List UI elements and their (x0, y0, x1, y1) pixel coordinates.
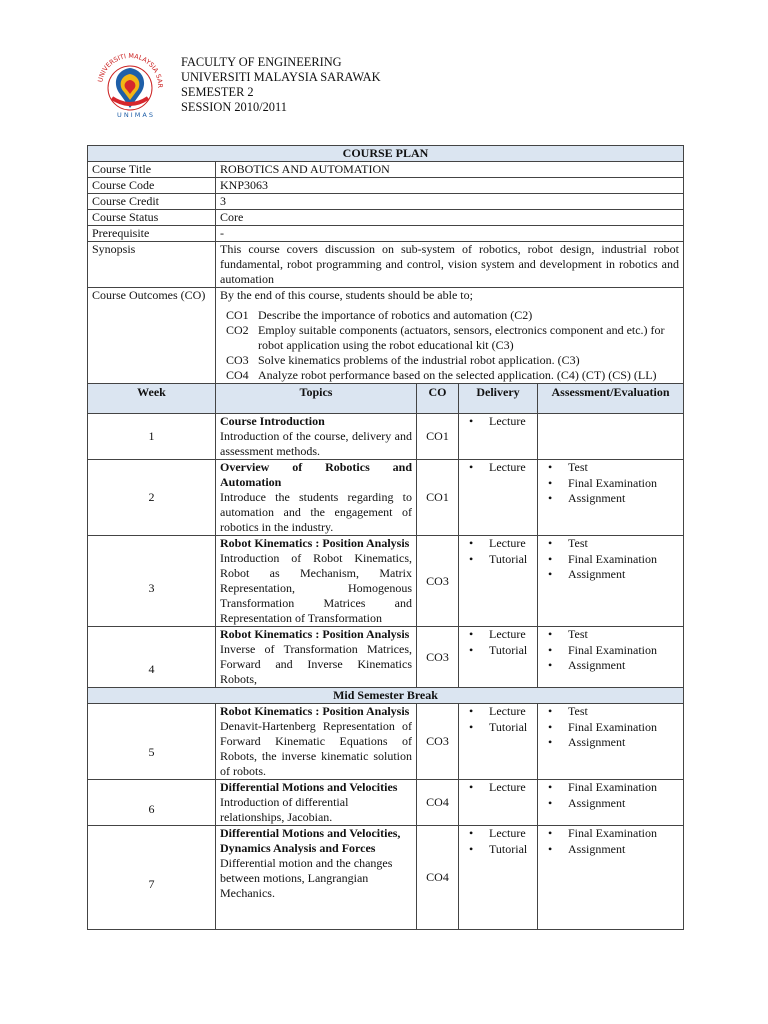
column-header-co: CO (417, 384, 459, 414)
assessment-item: • Test (542, 627, 679, 643)
course-plan-title-row (88, 146, 684, 162)
assessment-item: • Assignment (542, 796, 679, 812)
mid-semester-break: Mid Semester Break (88, 688, 684, 704)
delivery-item: • Tutorial (463, 643, 533, 659)
assessment-item: • Assignment (542, 842, 679, 858)
outcomes-label: Course Outcomes (CO) (88, 288, 216, 384)
assessment-item: • Test (542, 536, 679, 552)
info-row-course-title (88, 162, 684, 178)
outcome-item (220, 368, 679, 383)
topic-title: Overview of Robotics and Automation (220, 460, 412, 489)
co-value: CO3 (417, 627, 459, 688)
info-label: Course Credit (88, 194, 216, 210)
topic-description: Introduce the students regarding to automation and the engagement of robotics in the industry. (220, 490, 412, 534)
outcomes-row (88, 288, 684, 384)
svg-text:U N I M A S: U N I M A S (117, 111, 154, 119)
topic-title: Robot Kinematics : Position Analysis (220, 536, 410, 550)
university-line: UNIVERSITI MALAYSIA SARAWAK (181, 70, 381, 84)
topic-title: Robot Kinematics : Position Analysis (220, 704, 410, 718)
info-value: Core (216, 210, 684, 226)
info-label: Course Code (88, 178, 216, 194)
assessment-item: • Final Examination (542, 826, 679, 842)
week-row (88, 627, 684, 688)
topic-cell (216, 826, 417, 930)
week-number: 2 (88, 460, 216, 536)
co-value: CO4 (417, 780, 459, 826)
assessment-cell (538, 780, 684, 826)
week-number: 1 (88, 414, 216, 460)
week-number: 6 (88, 780, 216, 826)
assessment-cell (538, 460, 684, 536)
assessment-cell (538, 704, 684, 780)
week-number: 4 (88, 627, 216, 688)
synopsis-row (88, 242, 684, 288)
week-row (88, 460, 684, 536)
assessment-item: • Assignment (542, 567, 679, 583)
outcome-text: Employ suitable components (actuators, sensors, electronics component and etc.) for robot application using the robot educational kit (C3) (258, 323, 665, 352)
delivery-cell (459, 414, 538, 460)
faculty-line: FACULTY OF ENGINEERING (181, 55, 342, 69)
assessment-cell (538, 826, 684, 930)
delivery-cell (459, 460, 538, 536)
delivery-item: • Lecture (463, 704, 533, 720)
assessment-item: • Final Examination (542, 476, 679, 492)
outcomes-intro: By the end of this course, students should be able to; (220, 288, 473, 302)
info-value: - (216, 226, 684, 242)
topic-title: Differential Motions and Velocities, Dynamics Analysis and Forces (220, 826, 401, 855)
column-header-assessment: Assessment/Evaluation (538, 384, 684, 414)
outcome-text: Solve kinematics problems of the industrial robot application. (C3) (258, 353, 580, 367)
week-row (88, 704, 684, 780)
outcome-code: CO1 (226, 308, 249, 322)
topic-description: Introduction of differential relationships, Jacobian. (220, 795, 349, 824)
delivery-item: • Tutorial (463, 842, 533, 858)
assessment-item: • Final Examination (542, 552, 679, 568)
co-value: CO1 (417, 414, 459, 460)
svg-text:UNIVERSITI MALAYSIA SARAWAK: UNIVERSITI MALAYSIA SAR (96, 51, 165, 88)
topic-cell (216, 460, 417, 536)
week-row (88, 414, 684, 460)
assessment-item: • Test (542, 460, 679, 476)
delivery-cell (459, 627, 538, 688)
topic-description: Differential motion and the changes between motions, Langrangian Mechanics. (220, 856, 393, 900)
co-value: CO3 (417, 704, 459, 780)
assessment-cell (538, 414, 684, 460)
delivery-item: • Lecture (463, 414, 533, 430)
co-value: CO3 (417, 536, 459, 627)
info-value: KNP3063 (216, 178, 684, 194)
assessment-cell (538, 536, 684, 627)
topic-description: Inverse of Transformation Matrices, Forward and Inverse Kinematics Robots, (220, 642, 412, 686)
delivery-cell (459, 826, 538, 930)
topic-cell (216, 414, 417, 460)
outcome-code: CO3 (226, 353, 249, 367)
week-number: 3 (88, 536, 216, 627)
synopsis-label: Synopsis (88, 242, 216, 288)
delivery-item: • Lecture (463, 536, 533, 552)
assessment-item: • Assignment (542, 491, 679, 507)
delivery-item: • Lecture (463, 780, 533, 796)
outcome-item (220, 308, 679, 323)
week-number: 7 (88, 826, 216, 930)
schedule-header-row (88, 384, 684, 414)
delivery-item: • Tutorial (463, 552, 533, 568)
delivery-cell (459, 704, 538, 780)
synopsis-text: This course covers discussion on sub-system of robotics, robot design, industrial robot fundamental, robot programming and control, vision system and development in robotics and automation (216, 242, 684, 288)
column-header-week: Week (88, 384, 216, 414)
outcome-code: CO2 (226, 323, 249, 337)
topic-cell (216, 704, 417, 780)
topic-description: Introduction of Robot Kinematics, Robot as Mechanism, Matrix Representation, Homogenous Transformation Matrices and Representation of Transformation (220, 551, 412, 625)
co-value: CO1 (417, 460, 459, 536)
delivery-cell (459, 536, 538, 627)
info-value: 3 (216, 194, 684, 210)
assessment-item: • Final Examination (542, 780, 679, 796)
university-logo (92, 50, 174, 120)
assessment-item: • Test (542, 704, 679, 720)
week-row (88, 826, 684, 930)
course-plan-table (87, 145, 684, 930)
assessment-item: • Final Examination (542, 720, 679, 736)
info-label: Course Title (88, 162, 216, 178)
outcome-item (220, 323, 679, 353)
semester-line: SEMESTER 2 (181, 85, 254, 99)
week-row (88, 780, 684, 826)
outcome-text: Describe the importance of robotics and automation (C2) (258, 308, 533, 322)
mid-break-row (88, 688, 684, 704)
course-plan-title: COURSE PLAN (88, 146, 684, 162)
assessment-cell (538, 627, 684, 688)
delivery-item: • Lecture (463, 826, 533, 842)
week-number: 5 (88, 704, 216, 780)
delivery-item: • Lecture (463, 627, 533, 643)
topic-cell (216, 536, 417, 627)
co-value: CO4 (417, 826, 459, 930)
topic-cell (216, 627, 417, 688)
topic-description: Introduction of the course, delivery and assessment methods. (220, 429, 412, 458)
assessment-item: • Assignment (542, 658, 679, 674)
outcomes-cell (216, 288, 684, 384)
info-row-prerequisite (88, 226, 684, 242)
delivery-cell (459, 780, 538, 826)
delivery-item: • Lecture (463, 460, 533, 476)
info-label: Course Status (88, 210, 216, 226)
topic-title: Differential Motions and Velocities (220, 780, 398, 794)
topic-description: Denavit-Hartenberg Representation of Forward Kinematic Equations of Robots, the inverse kinematic solution of robots. (220, 719, 412, 778)
delivery-item: • Tutorial (463, 720, 533, 736)
column-header-delivery: Delivery (459, 384, 538, 414)
info-row-course-credit (88, 194, 684, 210)
outcome-text: Analyze robot performance based on the selected application. (C4) (CT) (CS) (LL) (258, 368, 657, 382)
assessment-item: • Assignment (542, 735, 679, 751)
outcome-code: CO4 (226, 368, 249, 382)
column-header-topics: Topics (216, 384, 417, 414)
info-row-course-status (88, 210, 684, 226)
topic-cell (216, 780, 417, 826)
document-header (181, 55, 381, 115)
outcome-item (220, 353, 679, 368)
session-line: SESSION 2010/2011 (181, 100, 287, 114)
outcomes-list (220, 303, 679, 383)
info-value: ROBOTICS AND AUTOMATION (216, 162, 684, 178)
info-row-course-code (88, 178, 684, 194)
assessment-item: • Final Examination (542, 643, 679, 659)
topic-title: Course Introduction (220, 414, 325, 428)
info-label: Prerequisite (88, 226, 216, 242)
week-row (88, 536, 684, 627)
topic-title: Robot Kinematics : Position Analysis (220, 627, 410, 641)
